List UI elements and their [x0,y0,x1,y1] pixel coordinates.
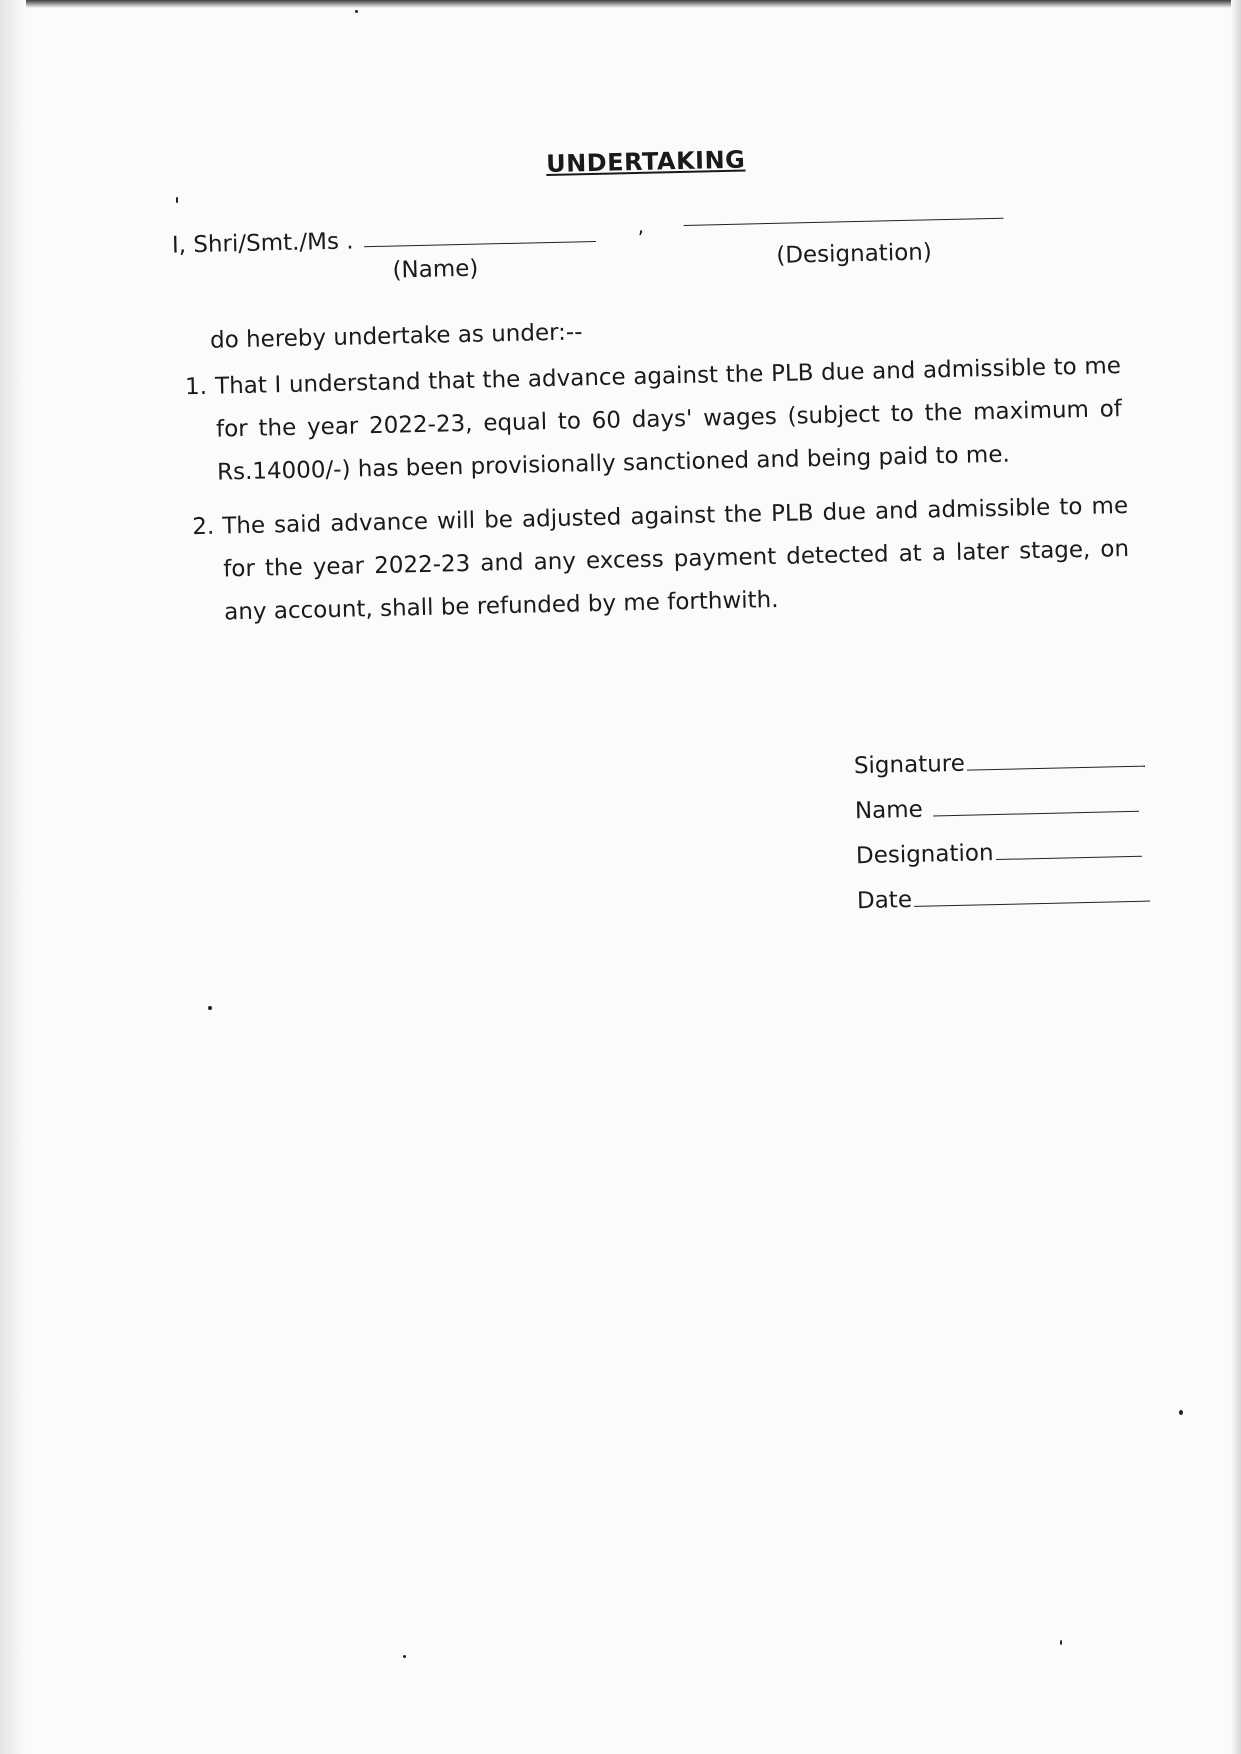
designation-row [856,837,1150,889]
designation-blank-line [684,218,1004,226]
designation-blank-line [996,856,1142,860]
name-label: Name [854,796,924,825]
scan-speck [208,1006,212,1010]
lead-in-text: do hereby undertake as under:-- [209,319,583,354]
name-row [855,792,1149,844]
item-number: 1. [184,373,208,401]
item-text: That I understand that the advance against the PLB due and admissible to me for the year 2022-23, equal to 60 days' wages (subject to the maximum of Rs.14000/-) has been provisionally sanctioned and being paid to me. [214,353,1123,486]
undertaking-item-1 [185,345,1124,495]
signature-block [854,747,1151,934]
name-blank-line [933,811,1139,817]
scan-speck [403,1655,406,1658]
scan-speck [355,10,358,13]
scan-speck [1179,1410,1183,1415]
name-blank-line [364,241,596,247]
designation-caption: (Designation) [776,239,933,269]
intro-prefix: I, Shri/Smt./Ms . [171,228,354,259]
date-row [857,882,1151,934]
designation-label: Designation [855,840,994,870]
signature-row [854,747,1148,799]
signature-label: Signature [853,750,966,780]
undertaking-item-2 [192,485,1131,635]
document-title: UNDERTAKING [545,145,746,179]
signature-blank-line [967,766,1145,771]
item-number: 2. [192,513,215,541]
date-blank-line [914,901,1150,907]
comma-separator: , [637,213,645,239]
item-text: The said advance will be adjusted against the PLB due and admissible to me for the year 2022-23 and any excess payment detected at a later stage, on any account, shall be refunded by me forthwith. [222,492,1130,626]
date-label: Date [856,886,913,915]
scan-speck [1060,1640,1062,1645]
name-caption: (Name) [392,255,479,284]
scan-speck [176,197,178,203]
